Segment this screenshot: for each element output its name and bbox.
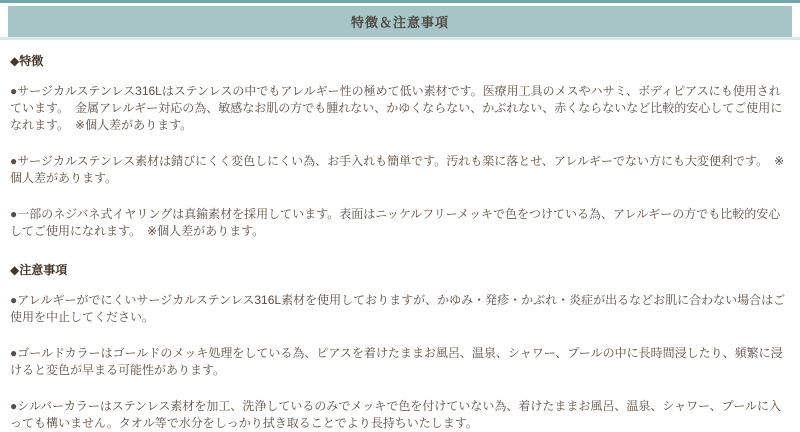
- section-precautions: [10, 261, 790, 432]
- precautions-paragraph: ●アレルギーがでにくいサージカルステンレス316L素材を使用しておりますが、かゆみ・発疹・かぶれ・炎症が出るなどお肌に合わない場合はご使用を中止してください。: [10, 293, 786, 324]
- features-paragraph: ●サージカルステンレス素材は錆びにくく変色しにくい為、お手入れも簡単です。汚れも楽に落とせ、アレルギーでない方にも大変便利です。 ※個人差があります。: [10, 154, 785, 185]
- precautions-paragraph: ●ゴールドカラーはゴールドのメッキ処理をしている為、ピアスを着けたままお風呂、温泉、シャワー、プールの中に長時間浸したり、頻繁に浸けると変色が早まる可能性があります。: [10, 346, 783, 377]
- section-features: [10, 52, 790, 240]
- precautions-heading: ◆注意事項: [10, 263, 68, 277]
- section-header-bar: [8, 6, 792, 37]
- features-paragraph: ●サージカルステンレス316Lはステンレスの中でもアレルギー性の極めて低い素材です。医療用工具のメスやハサミ、ボディピアスにも使用されています。 金属アレルギー対応の為、敏感なお肌の方でも腫れない、かゆくならない、かぶれない、赤くならないなど比較的安心してご使用になれます。 ※個人差があります。: [10, 84, 783, 132]
- features-paragraph: ●一部のネジバネ式イヤリングは真鍮素材を採用しています。表面はニッケルフリーメッキで色をつけている為、アレルギーの方でも比較的安心してご使用になれます。 ※個人差があります。: [10, 207, 781, 238]
- section-header: [0, 3, 800, 40]
- precautions-paragraph: ●シルバーカラーはステンレス素材を加工、洗浄しているのみでメッキで色を付けていない為、着けたままお風呂、温泉、シャワー、プールに入っても構いません。タオル等で水分をしっかり拭き取ることでより長持ちいたします。: [10, 399, 782, 430]
- features-heading: ◆特徴: [10, 54, 44, 68]
- content-area: [0, 52, 800, 432]
- page-title: 特徴＆注意事項: [350, 15, 449, 30]
